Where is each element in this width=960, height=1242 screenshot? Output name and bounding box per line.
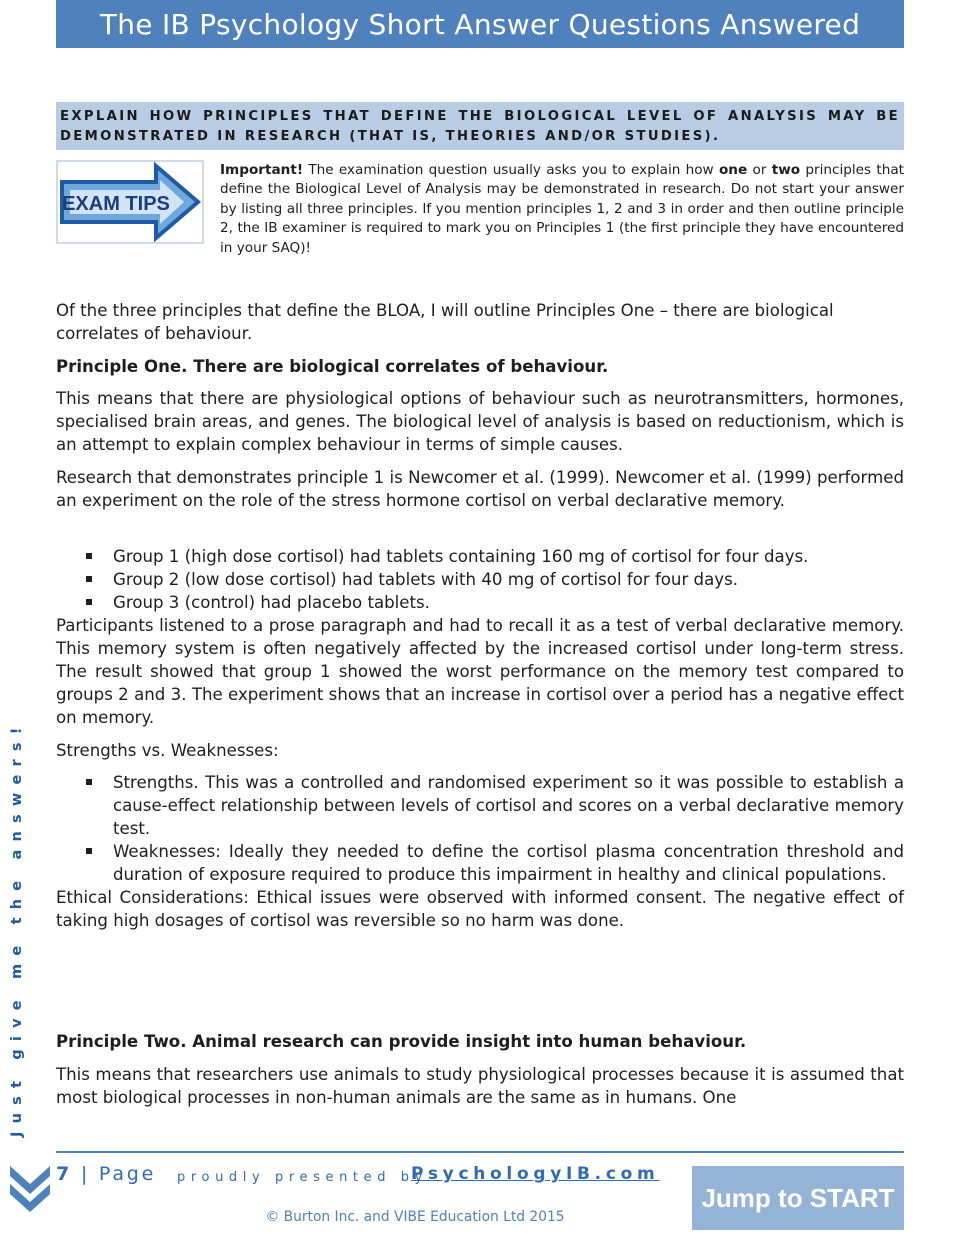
strengths-weaknesses-block (56, 739, 904, 762)
tip-one: one (718, 162, 748, 178)
page-number-label (56, 1163, 156, 1185)
exam-tips-logo (56, 160, 204, 244)
groups-list (56, 545, 904, 614)
list-item: Group 1 (high dose cortisol) had tablets containing 160 mg of cortisol for four days. (56, 545, 904, 568)
presented-by-text: proudly presented by (177, 1170, 428, 1185)
list-item: Group 2 (low dose cortisol) had tablets with 40 mg of cortisol for four days. (56, 568, 904, 591)
list-item: Group 3 (control) had placebo tablets. (56, 591, 904, 614)
principle-one-paragraph: This means that there are physiological options of behaviour such as neurotransmitters, hormones, specialised brain areas, and genes. The biological level of analysis is based on reductionism, which is an attempt to explain complex behaviour in terms of simple causes. (56, 389, 904, 454)
research-block (56, 466, 904, 512)
principle-two-paragraph: This means that researchers use animals to study physiological processes because it is assumed that most biological processes in non-human animals are the same as in humans. One (56, 1065, 904, 1107)
bullet-icon (86, 576, 92, 582)
site-link[interactable]: PsychologyIB.com (411, 1164, 660, 1184)
principle-one-heading: Principle One. There are biological correlates of behaviour. (56, 357, 609, 376)
list-item: Strengths. This was a controlled and randomised experiment so it was possible to establish a cause-effect relationship between levels of cortisol and scores on a verbal declarative memory test. (56, 771, 904, 840)
principle-one-explanation (56, 387, 904, 456)
tip-text-1: The examination question usually asks you to explain how (303, 162, 719, 178)
question-banner: EXPLAIN HOW PRINCIPLES THAT DEFINE THE BIOLOGICAL LEVEL OF ANALYSIS MAY BE DEMONSTRATED IN RESEARCH (THAT IS, THEORIES AND/OR STUDIES). (56, 102, 904, 150)
sidebar-slogan: Just give me the answers! (9, 719, 25, 1137)
double-chevron-down-icon[interactable] (8, 1160, 52, 1212)
bullet-icon (86, 599, 92, 605)
tip-text-2: or (747, 162, 772, 178)
page-word: | Page (72, 1163, 157, 1185)
intro-paragraph: Of the three principles that define the BLOA, I will outline Principles One – there are biological correlates of behaviour. (56, 301, 834, 343)
bullet-icon (86, 848, 92, 854)
groups-block (56, 545, 904, 729)
tip-text-3: principles that define the Biological Level of Analysis may be demonstrated in research. Do not start your answer by listing all three principles. If you mention principles 1, 2 and 3 in order and then outline principle 2, the IB examiner is required to mark you on Principles 1 (the first principle they have encountered in your SAQ)! (220, 162, 904, 256)
copyright-text: © Burton Inc. and VIBE Education Ltd 2015 (265, 1209, 565, 1225)
sw-heading: Strengths vs. Weaknesses: (56, 741, 279, 760)
list-item: Weaknesses: Ideally they needed to define the cortisol plasma concentration threshold and duration of exposure required to produce this impairment in healthy and clinical populations. (56, 840, 904, 886)
page-title: The IB Psychology Short Answer Questions Answered (56, 0, 904, 48)
principle-two-explanation (56, 1063, 904, 1109)
important-label: Important! (220, 162, 304, 178)
research-paragraph: Research that demonstrates principle 1 is Newcomer et al. (1999). Newcomer et al. (1999) performed an experiment on the role of the stress hormone cortisol on verbal declarative memory. (56, 468, 904, 510)
ethics-paragraph: Ethical Considerations: Ethical issues were observed with informed consent. The negative effect of taking high dosages of cortisol was reversible so no harm was done. (56, 888, 904, 930)
principle-two-block (56, 1030, 904, 1053)
principle-one-block (56, 355, 904, 378)
sw-list-block (56, 771, 904, 932)
exam-tip-note (220, 161, 904, 258)
intro-block (56, 299, 904, 345)
footer-divider (56, 1151, 904, 1153)
bullet-icon (86, 553, 92, 559)
bullet-icon (86, 779, 92, 785)
tip-two: two (771, 162, 801, 178)
page-number: 7 (56, 1163, 73, 1185)
principle-two-heading: Principle Two. Animal research can provide insight into human behaviour. (56, 1032, 747, 1051)
exam-tips-logo-text: EXAM TIPS (62, 193, 170, 215)
sw-list (56, 771, 904, 886)
participants-paragraph: Participants listened to a prose paragraph and had to recall it as a test of verbal declarative memory. This memory system is often negatively affected by the increased cortisol under long-term stress. The result showed that group 1 showed the worst performance on the memory test compared to groups 2 and 3. The experiment shows that an increase in cortisol over a period has a negative effect on memory. (56, 616, 904, 727)
jump-to-start-button[interactable]: Jump to START (692, 1166, 904, 1230)
